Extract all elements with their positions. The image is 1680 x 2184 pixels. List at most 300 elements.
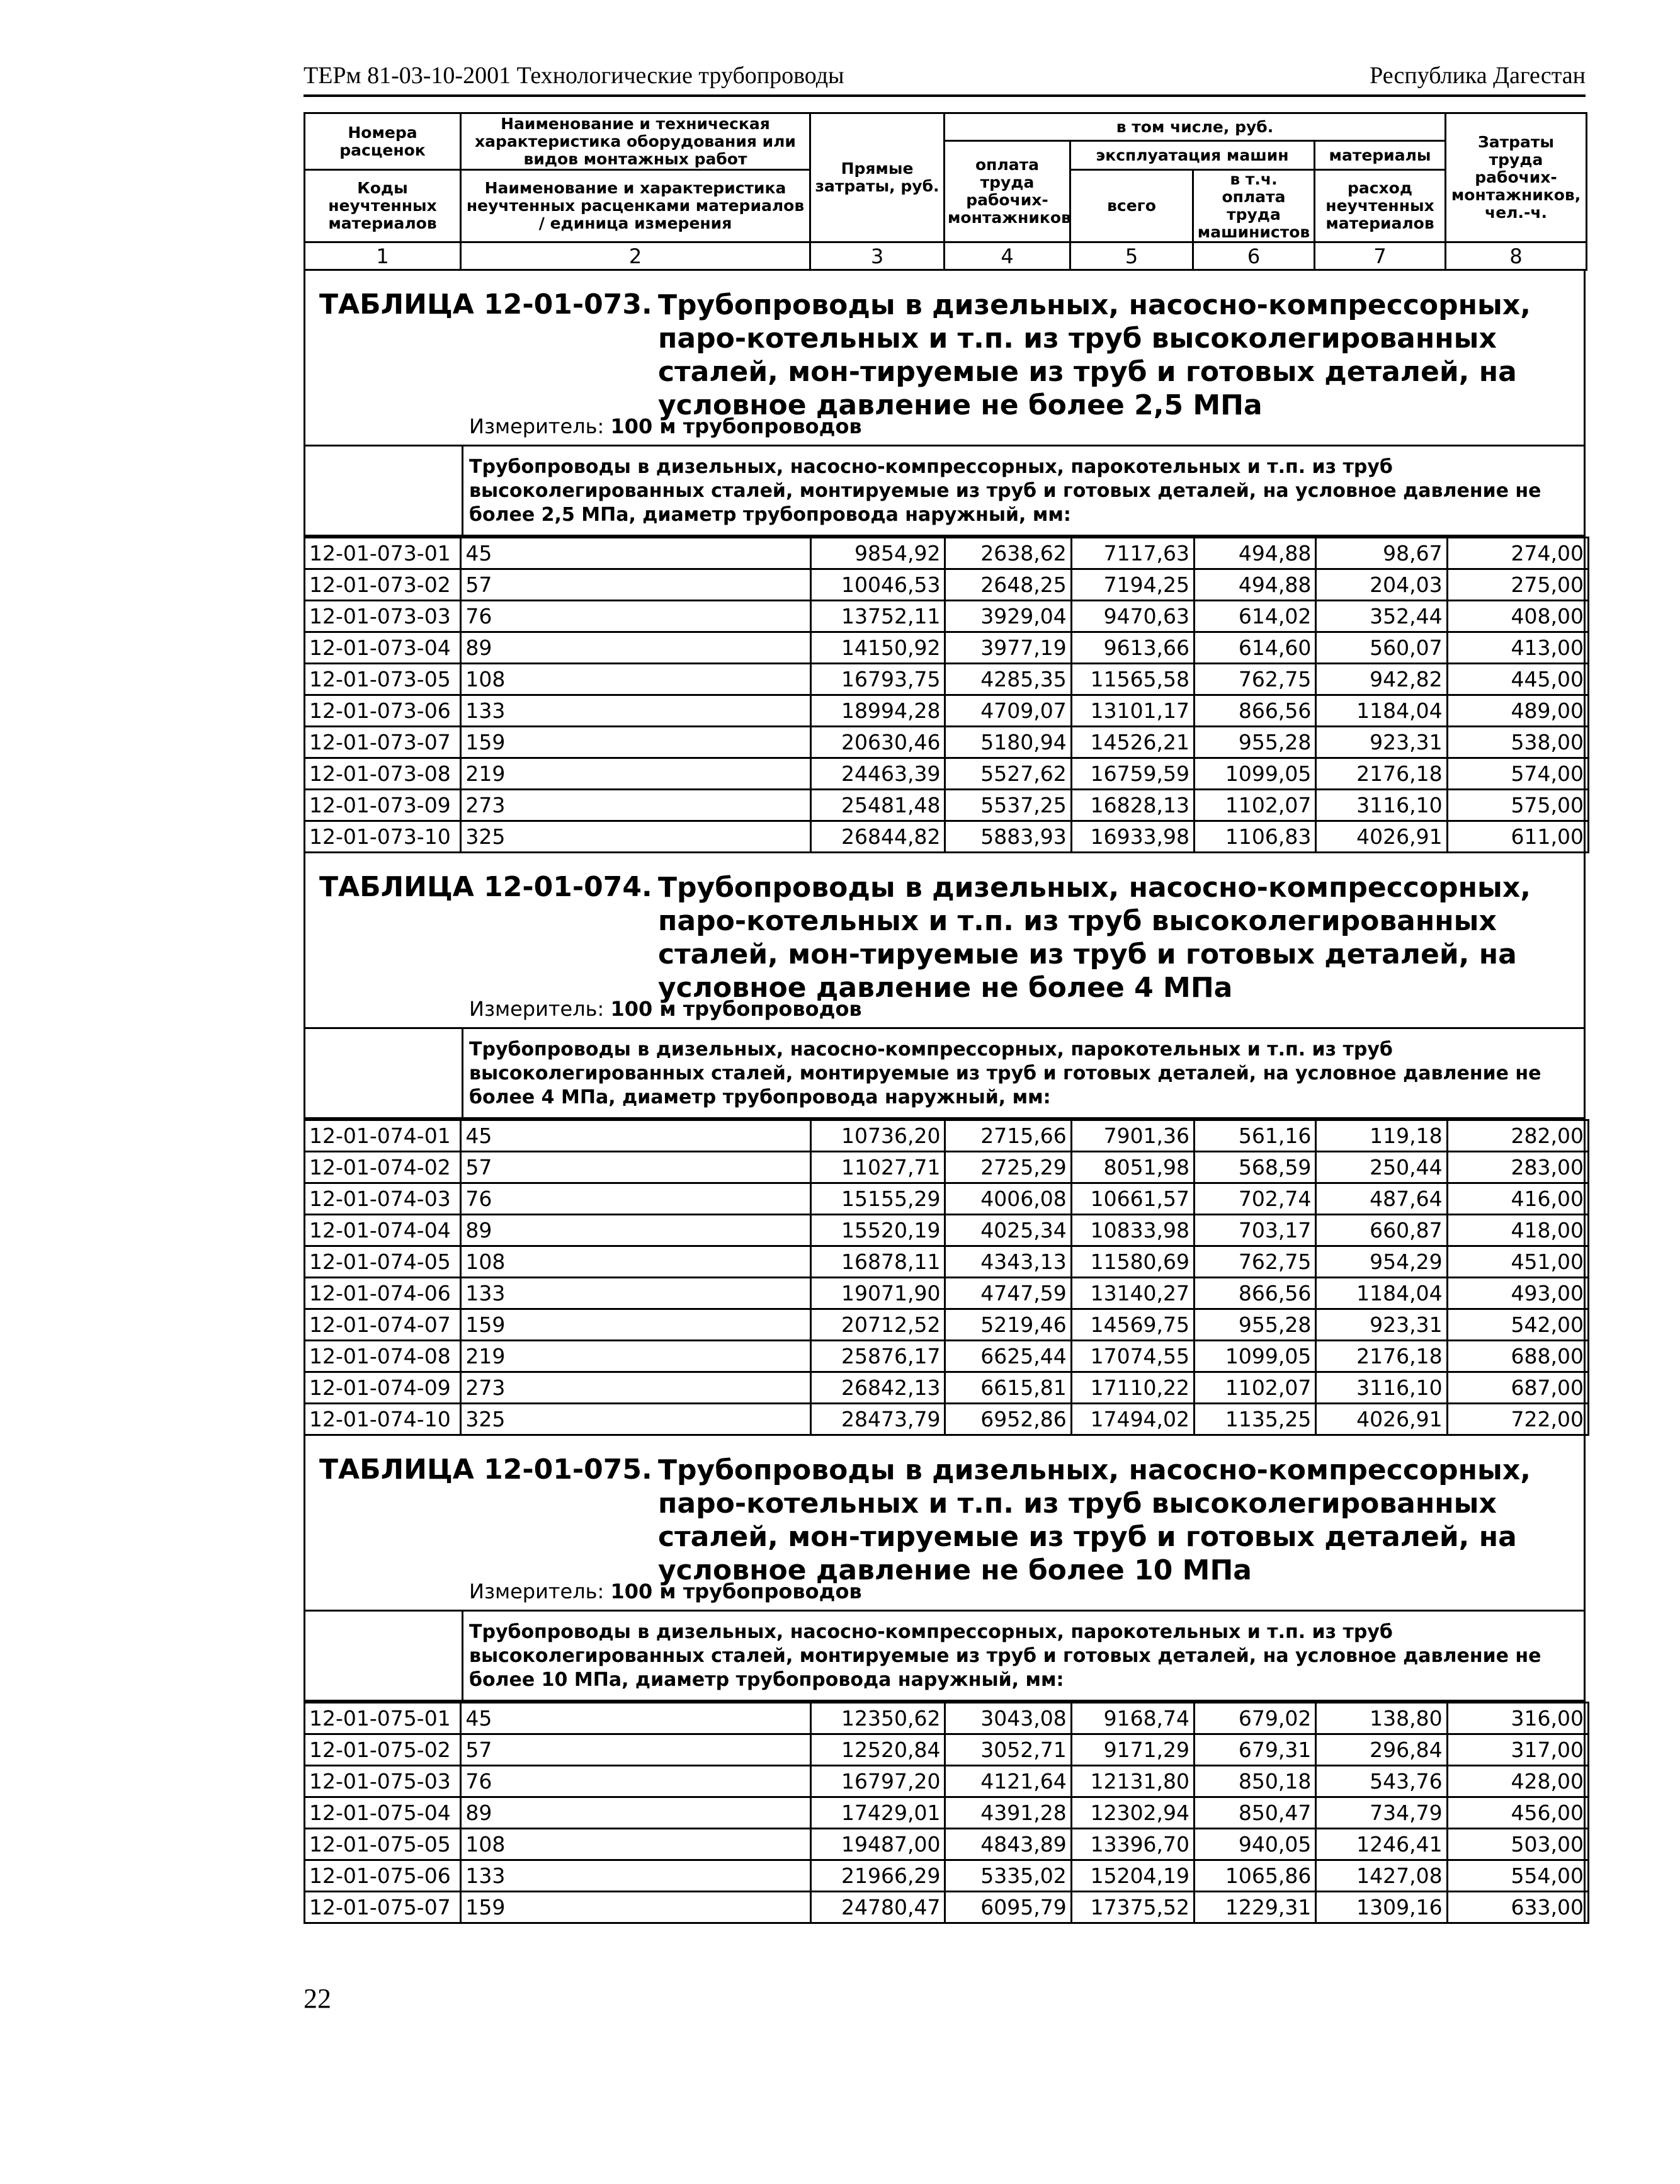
group-description: Трубопроводы в дизельных, насосно-компрессорных, парокотельных и т.п. из труб высоколегированных сталей, монтируемые из труб и готовых деталей, на условное давление не более 2,5 МПа, диаметр трубопровода наружный, мм: [469, 456, 1541, 526]
value-cell: 4121,64 [945, 1766, 1071, 1797]
col2-bottom-header: Наименование и характеристика неучтенных расценками материалов / единица измерения [461, 170, 810, 242]
value-cell: 561,16 [1195, 1120, 1316, 1152]
value-cell: 13101,17 [1071, 695, 1194, 727]
value-cell: 538,00 [1447, 727, 1588, 758]
table-row [305, 1120, 1589, 1152]
rate-code-cell: 12-01-073-04 [305, 632, 461, 664]
rate-code-cell: 12-01-073-05 [305, 664, 461, 695]
value-cell: 451,00 [1447, 1246, 1588, 1278]
value-cell: 850,18 [1195, 1766, 1316, 1797]
diameter-cell: 108 [461, 1829, 811, 1860]
value-cell: 5219,46 [945, 1309, 1071, 1341]
value-cell: 14150,92 [811, 632, 945, 664]
value-cell: 633,00 [1447, 1892, 1588, 1923]
value-cell: 21966,29 [811, 1860, 945, 1892]
column-number-row [305, 242, 1587, 270]
value-cell: 4285,35 [945, 664, 1071, 695]
col1-top-header: Номера расценок [305, 113, 461, 170]
value-cell: 614,02 [1195, 601, 1316, 632]
col2-top-header: Наименование и техническая характеристика оборудования или видов монтажных работ [461, 113, 810, 170]
value-cell: 923,31 [1316, 727, 1447, 758]
value-cell: 428,00 [1447, 1766, 1588, 1797]
value-cell: 28473,79 [811, 1404, 945, 1435]
measure-label: Измеритель: [469, 414, 604, 438]
diameter-cell: 76 [461, 1766, 811, 1797]
value-cell: 954,29 [1316, 1246, 1447, 1278]
measure-unit-line [305, 409, 1584, 446]
column-number: 3 [810, 242, 945, 270]
value-cell: 4026,91 [1316, 1404, 1447, 1435]
value-cell: 138,80 [1316, 1703, 1447, 1734]
diameter-cell: 45 [461, 538, 811, 569]
diameter-cell: 133 [461, 695, 811, 727]
diameter-cell: 159 [461, 727, 811, 758]
value-cell: 456,00 [1447, 1797, 1588, 1829]
table-number: ТАБЛИЦА 12-01-073. [319, 288, 652, 321]
value-cell: 17494,02 [1071, 1404, 1194, 1435]
value-cell: 3116,10 [1316, 790, 1447, 821]
diameter-cell: 57 [461, 1152, 811, 1183]
value-cell: 866,56 [1195, 1278, 1316, 1309]
value-cell: 204,03 [1316, 569, 1447, 601]
value-cell: 1309,16 [1316, 1892, 1447, 1923]
value-cell: 542,00 [1447, 1309, 1588, 1341]
value-cell: 3977,19 [945, 632, 1071, 664]
rate-code-cell: 12-01-075-06 [305, 1860, 461, 1892]
value-cell: 660,87 [1316, 1215, 1447, 1246]
value-cell: 274,00 [1447, 538, 1588, 569]
rate-code-cell: 12-01-075-03 [305, 1766, 461, 1797]
value-cell: 11027,71 [811, 1152, 945, 1183]
group-description-row [305, 1612, 1584, 1702]
value-cell: 10046,53 [811, 569, 945, 601]
value-cell: 574,00 [1447, 758, 1588, 790]
table-row [305, 601, 1589, 632]
value-cell: 15204,19 [1071, 1860, 1194, 1892]
value-cell: 3929,04 [945, 601, 1071, 632]
value-cell: 4843,89 [945, 1829, 1071, 1860]
value-cell: 2638,62 [945, 538, 1071, 569]
value-cell: 554,00 [1447, 1860, 1588, 1892]
measure-value: 100 м трубопроводов [610, 997, 862, 1021]
value-cell: 283,00 [1447, 1152, 1588, 1183]
table-row [305, 1278, 1589, 1309]
value-cell: 16878,11 [811, 1246, 945, 1278]
diameter-cell: 45 [461, 1120, 811, 1152]
column-number: 6 [1193, 242, 1315, 270]
table-row [305, 1246, 1589, 1278]
table-title: Трубопроводы в дизельных, насосно-компрессорных, паро-котельных и т.п. из труб высоколегированных сталей, мон-тируемые из труб и готовых деталей, на условное давление не более 4 МПа [658, 872, 1531, 1004]
value-cell: 1246,41 [1316, 1829, 1447, 1860]
rate-code-cell: 12-01-074-01 [305, 1120, 461, 1152]
value-cell: 12520,84 [811, 1734, 945, 1766]
table-number: ТАБЛИЦА 12-01-075. [319, 1453, 652, 1486]
diameter-cell: 159 [461, 1892, 811, 1923]
value-cell: 16793,75 [811, 664, 945, 695]
value-cell: 12350,62 [811, 1703, 945, 1734]
table-row [305, 1183, 1589, 1215]
rate-code-cell: 12-01-075-05 [305, 1829, 461, 1860]
labor-wages-header: оплата труда рабочих-монтажников [945, 141, 1070, 242]
machines-total-header: всего [1070, 170, 1193, 242]
value-cell: 1184,04 [1316, 1278, 1447, 1309]
value-cell: 10736,20 [811, 1120, 945, 1152]
value-cell: 1065,86 [1195, 1860, 1316, 1892]
rates-table [304, 1119, 1589, 1436]
value-cell: 1135,25 [1195, 1404, 1316, 1435]
column-number: 4 [945, 242, 1070, 270]
column-number: 1 [305, 242, 461, 270]
group-description: Трубопроводы в дизельных, насосно-компрессорных, парокотельных и т.п. из труб высоколегированных сталей, монтируемые из труб и готовых деталей, на условное давление не более 4 МПа, диаметр трубопровода наружный, мм: [469, 1038, 1541, 1108]
table-row [305, 1766, 1589, 1797]
value-cell: 16933,98 [1071, 821, 1194, 853]
value-cell: 679,31 [1195, 1734, 1316, 1766]
value-cell: 17429,01 [811, 1797, 945, 1829]
diameter-cell: 325 [461, 821, 811, 853]
diameter-cell: 57 [461, 569, 811, 601]
column-number: 2 [461, 242, 810, 270]
value-cell: 3043,08 [945, 1703, 1071, 1734]
value-cell: 7901,36 [1071, 1120, 1194, 1152]
measure-value: 100 м трубопроводов [610, 1579, 862, 1603]
value-cell: 19487,00 [811, 1829, 945, 1860]
value-cell: 10661,57 [1071, 1183, 1194, 1215]
rate-code-cell: 12-01-074-03 [305, 1183, 461, 1215]
diameter-cell: 76 [461, 601, 811, 632]
table-row [305, 1372, 1589, 1404]
value-cell: 955,28 [1195, 1309, 1316, 1341]
table-row [305, 727, 1589, 758]
rate-code-cell: 12-01-073-10 [305, 821, 461, 853]
page-number: 22 [304, 1983, 331, 2014]
measure-label: Измеритель: [469, 997, 604, 1021]
value-cell: 9168,74 [1071, 1703, 1194, 1734]
value-cell: 687,00 [1447, 1372, 1588, 1404]
direct-costs-header: Прямые затраты, руб. [810, 113, 945, 242]
value-cell: 503,00 [1447, 1829, 1588, 1860]
value-cell: 408,00 [1447, 601, 1588, 632]
value-cell: 9171,29 [1071, 1734, 1194, 1766]
table-title-block [305, 1436, 1584, 1586]
table-row [305, 1152, 1589, 1183]
value-cell: 296,84 [1316, 1734, 1447, 1766]
document-code: ТЕРм 81-03-10-2001 Технологические трубопроводы [304, 62, 844, 89]
value-cell: 1099,05 [1195, 758, 1316, 790]
value-cell: 445,00 [1447, 664, 1588, 695]
value-cell: 11580,69 [1071, 1246, 1194, 1278]
value-cell: 16797,20 [811, 1766, 945, 1797]
rate-code-cell: 12-01-074-02 [305, 1152, 461, 1183]
value-cell: 5335,02 [945, 1860, 1071, 1892]
value-cell: 688,00 [1447, 1341, 1588, 1372]
table-title-block [305, 853, 1584, 1004]
value-cell: 24463,39 [811, 758, 945, 790]
value-cell: 702,74 [1195, 1183, 1316, 1215]
diameter-cell: 133 [461, 1860, 811, 1892]
rate-code-cell: 12-01-074-04 [305, 1215, 461, 1246]
machines-header: эксплуатация машин [1070, 141, 1315, 170]
diameter-cell: 325 [461, 1404, 811, 1435]
value-cell: 4391,28 [945, 1797, 1071, 1829]
diameter-cell: 273 [461, 1372, 811, 1404]
materials-header: материалы [1315, 141, 1446, 170]
rate-code-cell: 12-01-074-07 [305, 1309, 461, 1341]
value-cell: 17074,55 [1071, 1341, 1194, 1372]
page-header [304, 55, 1586, 97]
value-cell: 98,67 [1316, 538, 1447, 569]
value-cell: 3052,71 [945, 1734, 1071, 1766]
column-number: 5 [1070, 242, 1193, 270]
value-cell: 2715,66 [945, 1120, 1071, 1152]
rate-code-cell: 12-01-073-08 [305, 758, 461, 790]
table-row [305, 632, 1589, 664]
value-cell: 866,56 [1195, 695, 1316, 727]
group-description-row [305, 1029, 1584, 1119]
value-cell: 4006,08 [945, 1183, 1071, 1215]
table-row [305, 821, 1589, 853]
tables-container [304, 271, 1586, 1924]
measure-unit-line [305, 992, 1584, 1029]
value-cell: 6625,44 [945, 1341, 1071, 1372]
value-cell: 9613,66 [1071, 632, 1194, 664]
value-cell: 722,00 [1447, 1404, 1588, 1435]
rate-code-cell: 12-01-075-04 [305, 1797, 461, 1829]
value-cell: 416,00 [1447, 1183, 1588, 1215]
table-row [305, 1215, 1589, 1246]
table-row [305, 1892, 1589, 1923]
value-cell: 2725,29 [945, 1152, 1071, 1183]
value-cell: 679,02 [1195, 1703, 1316, 1734]
rates-table [304, 537, 1589, 853]
rate-code-cell: 12-01-073-09 [305, 790, 461, 821]
diameter-cell: 45 [461, 1703, 811, 1734]
value-cell: 955,28 [1195, 727, 1316, 758]
value-cell: 6095,79 [945, 1892, 1071, 1923]
value-cell: 24780,47 [811, 1892, 945, 1923]
diameter-cell: 108 [461, 664, 811, 695]
diameter-cell: 89 [461, 1797, 811, 1829]
table-title-block [305, 271, 1584, 421]
value-cell: 18994,28 [811, 695, 945, 727]
diameter-cell: 219 [461, 1341, 811, 1372]
value-cell: 4025,34 [945, 1215, 1071, 1246]
value-cell: 850,47 [1195, 1797, 1316, 1829]
value-cell: 26844,82 [811, 821, 945, 853]
rate-code-cell: 12-01-074-05 [305, 1246, 461, 1278]
diameter-cell: 76 [461, 1183, 811, 1215]
diameter-cell: 159 [461, 1309, 811, 1341]
value-cell: 543,76 [1316, 1766, 1447, 1797]
rate-table-section [304, 271, 1586, 853]
value-cell: 940,05 [1195, 1829, 1316, 1860]
diameter-cell: 273 [461, 790, 811, 821]
rate-table-section [304, 1436, 1586, 1924]
rate-code-cell: 12-01-073-06 [305, 695, 461, 727]
value-cell: 942,82 [1316, 664, 1447, 695]
value-cell: 26842,13 [811, 1372, 945, 1404]
table-title: Трубопроводы в дизельных, насосно-компрессорных, паро-котельных и т.п. из труб высоколегированных сталей, мон-тируемые из труб и готовых деталей, на условное давление не более 10 МПа [658, 1454, 1531, 1586]
value-cell: 17110,22 [1071, 1372, 1194, 1404]
machinist-wages-header: в т.ч. оплата труда машинистов [1193, 170, 1315, 242]
value-cell: 25876,17 [811, 1341, 945, 1372]
value-cell: 250,44 [1316, 1152, 1447, 1183]
value-cell: 12131,80 [1071, 1766, 1194, 1797]
value-cell: 575,00 [1447, 790, 1588, 821]
value-cell: 1184,04 [1316, 695, 1447, 727]
table-row [305, 758, 1589, 790]
value-cell: 494,88 [1195, 538, 1316, 569]
value-cell: 4709,07 [945, 695, 1071, 727]
value-cell: 4026,91 [1316, 821, 1447, 853]
region-name: Республика Дагестан [1370, 62, 1586, 89]
value-cell: 1106,83 [1195, 821, 1316, 853]
table-row [305, 1797, 1589, 1829]
value-cell: 6615,81 [945, 1372, 1071, 1404]
unaccounted-materials-header: расход неучтенных материалов [1315, 170, 1446, 242]
rate-code-cell: 12-01-073-03 [305, 601, 461, 632]
value-cell: 413,00 [1447, 632, 1588, 664]
value-cell: 12302,94 [1071, 1797, 1194, 1829]
price-table-sheet [304, 112, 1586, 1964]
rate-code-cell: 12-01-073-02 [305, 569, 461, 601]
table-row [305, 1734, 1589, 1766]
value-cell: 1229,31 [1195, 1892, 1316, 1923]
rate-table-section [304, 853, 1586, 1436]
diameter-cell: 219 [461, 758, 811, 790]
value-cell: 703,17 [1195, 1215, 1316, 1246]
measure-unit-line [305, 1574, 1584, 1612]
table-number: ТАБЛИЦА 12-01-074. [319, 871, 652, 903]
column-number: 8 [1446, 242, 1587, 270]
value-cell: 1427,08 [1316, 1860, 1447, 1892]
value-cell: 316,00 [1447, 1703, 1588, 1734]
table-row [305, 569, 1589, 601]
value-cell: 568,59 [1195, 1152, 1316, 1183]
value-cell: 493,00 [1447, 1278, 1588, 1309]
value-cell: 2176,18 [1316, 1341, 1447, 1372]
rate-code-cell: 12-01-074-06 [305, 1278, 461, 1309]
value-cell: 4343,13 [945, 1246, 1071, 1278]
value-cell: 5527,62 [945, 758, 1071, 790]
value-cell: 762,75 [1195, 1246, 1316, 1278]
value-cell: 614,60 [1195, 632, 1316, 664]
value-cell: 560,07 [1316, 632, 1447, 664]
table-row [305, 695, 1589, 727]
value-cell: 5883,93 [945, 821, 1071, 853]
rate-code-cell: 12-01-073-07 [305, 727, 461, 758]
column-number: 7 [1315, 242, 1446, 270]
table-title: Трубопроводы в дизельных, насосно-компрессорных, паро-котельных и т.п. из труб высоколегированных сталей, мон-тируемые из труб и готовых деталей, на условное давление не более 2,5 МПа [658, 289, 1531, 421]
value-cell: 275,00 [1447, 569, 1588, 601]
table-row [305, 1404, 1589, 1435]
value-cell: 13140,27 [1071, 1278, 1194, 1309]
value-cell: 762,75 [1195, 664, 1316, 695]
table-row [305, 538, 1589, 569]
value-cell: 10833,98 [1071, 1215, 1194, 1246]
rate-code-cell: 12-01-074-08 [305, 1341, 461, 1372]
value-cell: 1099,05 [1195, 1341, 1316, 1372]
value-cell: 16759,59 [1071, 758, 1194, 790]
value-cell: 5537,25 [945, 790, 1071, 821]
rate-code-cell: 12-01-075-01 [305, 1703, 461, 1734]
value-cell: 15520,19 [811, 1215, 945, 1246]
diameter-cell: 108 [461, 1246, 811, 1278]
table-row [305, 1829, 1589, 1860]
diameter-cell: 89 [461, 1215, 811, 1246]
value-cell: 2176,18 [1316, 758, 1447, 790]
value-cell: 1102,07 [1195, 790, 1316, 821]
rate-code-cell: 12-01-074-09 [305, 1372, 461, 1404]
measure-value: 100 м трубопроводов [610, 414, 862, 438]
value-cell: 11565,58 [1071, 664, 1194, 695]
value-cell: 4747,59 [945, 1278, 1071, 1309]
table-row [305, 790, 1589, 821]
diameter-cell: 57 [461, 1734, 811, 1766]
value-cell: 1102,07 [1195, 1372, 1316, 1404]
value-cell: 8051,98 [1071, 1152, 1194, 1183]
table-row [305, 1341, 1589, 1372]
value-cell: 923,31 [1316, 1309, 1447, 1341]
value-cell: 25481,48 [811, 790, 945, 821]
rates-table [304, 1702, 1589, 1924]
table-row [305, 1860, 1589, 1892]
value-cell: 19071,90 [811, 1278, 945, 1309]
diameter-cell: 133 [461, 1278, 811, 1309]
rate-code-cell: 12-01-075-07 [305, 1892, 461, 1923]
value-cell: 6952,86 [945, 1404, 1071, 1435]
rate-code-cell: 12-01-075-02 [305, 1734, 461, 1766]
value-cell: 7194,25 [1071, 569, 1194, 601]
value-cell: 317,00 [1447, 1734, 1588, 1766]
value-cell: 494,88 [1195, 569, 1316, 601]
value-cell: 9470,63 [1071, 601, 1194, 632]
value-cell: 734,79 [1316, 1797, 1447, 1829]
value-cell: 20630,46 [811, 727, 945, 758]
table-row [305, 1703, 1589, 1734]
table-row [305, 1309, 1589, 1341]
col1-bottom-header: Коды неучтенных материалов [305, 170, 461, 242]
value-cell: 119,18 [1316, 1120, 1447, 1152]
value-cell: 13752,11 [811, 601, 945, 632]
group-description: Трубопроводы в дизельных, насосно-компрессорных, парокотельных и т.п. из труб высоколегированных сталей, монтируемые из труб и готовых деталей, на условное давление не более 10 МПа, диаметр трубопровода наружный, мм: [469, 1621, 1541, 1691]
table-row [305, 664, 1589, 695]
value-cell: 5180,94 [945, 727, 1071, 758]
labor-hours-header: Затраты труда рабочих-монтажников, чел.-ч. [1446, 113, 1587, 242]
value-cell: 14569,75 [1071, 1309, 1194, 1341]
value-cell: 418,00 [1447, 1215, 1588, 1246]
value-cell: 3116,10 [1316, 1372, 1447, 1404]
value-cell: 13396,70 [1071, 1829, 1194, 1860]
value-cell: 611,00 [1447, 821, 1588, 853]
including-header: в том числе, руб. [945, 113, 1446, 141]
value-cell: 7117,63 [1071, 538, 1194, 569]
diameter-cell: 89 [461, 632, 811, 664]
group-description-row [305, 446, 1584, 537]
rate-code-cell: 12-01-074-10 [305, 1404, 461, 1435]
rate-code-cell: 12-01-073-01 [305, 538, 461, 569]
value-cell: 16828,13 [1071, 790, 1194, 821]
value-cell: 9854,92 [811, 538, 945, 569]
value-cell: 352,44 [1316, 601, 1447, 632]
value-cell: 20712,52 [811, 1309, 945, 1341]
value-cell: 15155,29 [811, 1183, 945, 1215]
value-cell: 282,00 [1447, 1120, 1588, 1152]
value-cell: 2648,25 [945, 569, 1071, 601]
value-cell: 489,00 [1447, 695, 1588, 727]
value-cell: 17375,52 [1071, 1892, 1194, 1923]
value-cell: 487,64 [1316, 1183, 1447, 1215]
column-header-table [304, 112, 1587, 271]
